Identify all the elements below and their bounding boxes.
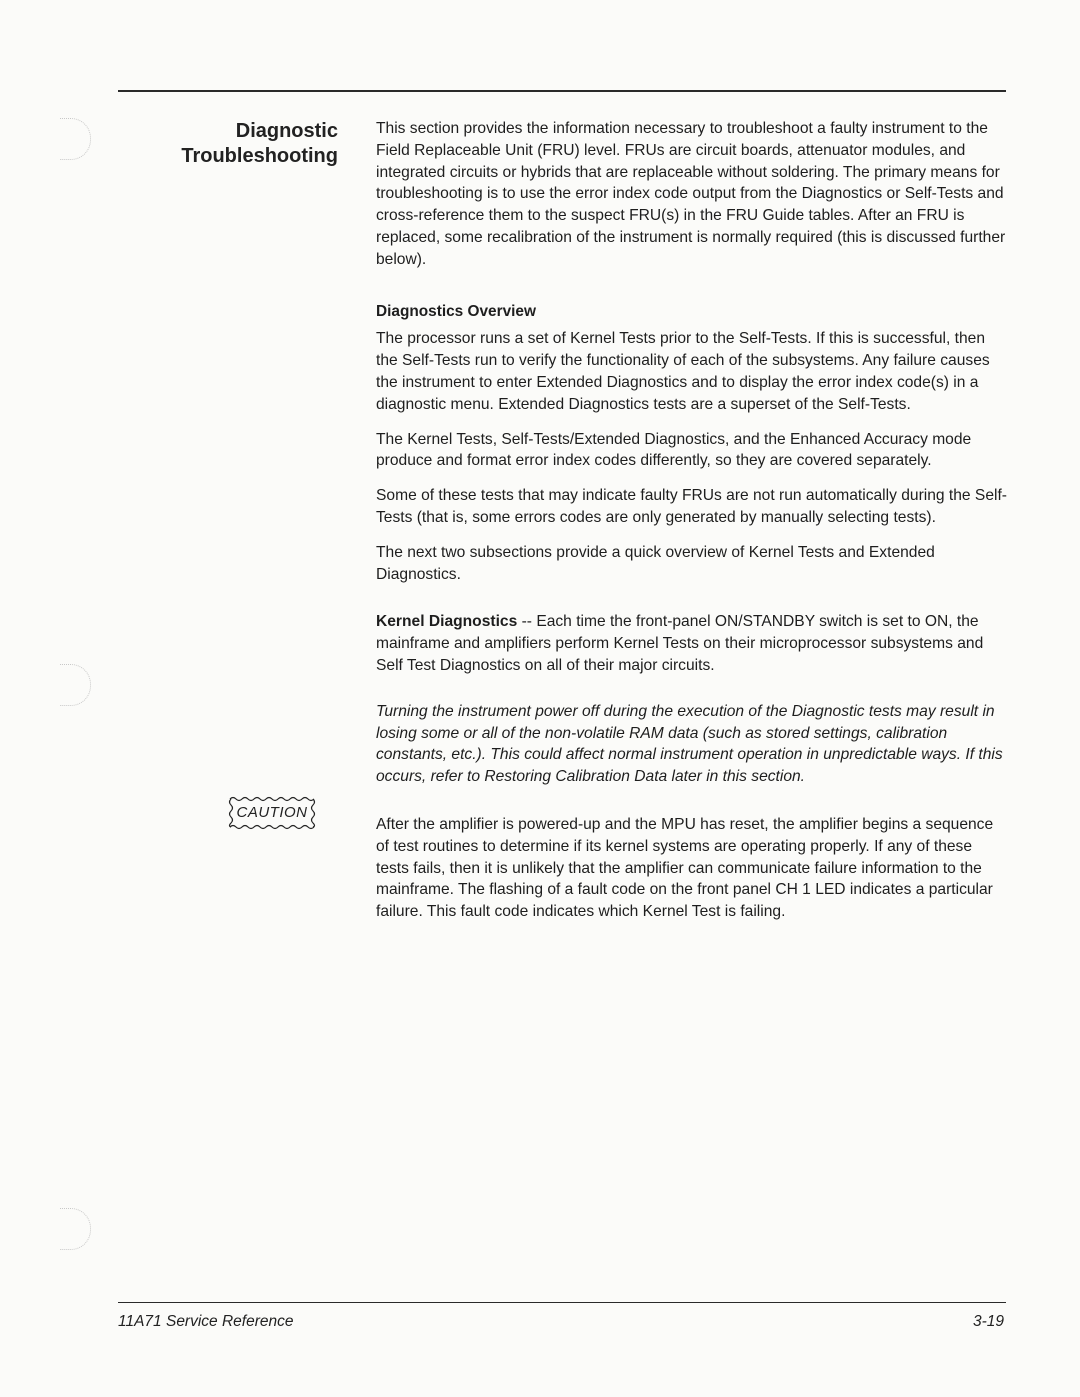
caution-text: Turning the instrument power off during the execution of the Diagnostic tests may result in losing some or all of the non-volatile RAM data (such as stored settings, calibration constants, etc.). This could affect normal instrument operation in unpredictable ways. If this occurs, refer to Restoring Calibration Data later in this section.: [376, 702, 1003, 786]
footer-page-number: 3-19: [972, 1313, 1004, 1330]
subsection-title: Diagnostics Overview: [376, 302, 536, 320]
header-rule: [118, 90, 1006, 92]
section-heading-line2: Troubleshooting: [181, 145, 338, 167]
overview-paragraph: The Kernel Tests, Self-Tests/Extended Diagnostics, and the Enhanced Accuracy mode produce and format error index codes differently, so they are covered separately.: [376, 430, 972, 470]
kernel-dash: --: [517, 613, 537, 631]
caution-badge: [228, 796, 316, 830]
kernel-paragraph: [376, 611, 1008, 676]
intro-paragraph: This section provides the information necessary to troubleshoot a faulty instrument to the Field Replaceable Unit (FRU) level. FRUs are circuit boards, attenuator modules, and integrated circuits or hybrids that are replaceable without soldering. The primary means for troubleshooting is to use the error index code output from the Diagnostics or Self-Tests and cross-reference them to the suspect FRU(s) in the FRU Guide tables. After an FRU is replaced, some recalibration of the instrument is normally required (this is discussed further below).: [376, 120, 1006, 268]
overview-paragraph: The processor runs a set of Kernel Tests prior to the Self-Tests. If this is successful, then the Self-Tests run to verify the functionality of each of the subsystems. Any failure causes the instrument to enter Extended Diagnostics and to display the error index code(s) in a diagnostic menu. Extended Diagnostics tests are a superset of the Self-Tests.: [376, 330, 990, 413]
overview-paragraph: Some of these tests that may indicate faulty FRUs are not run automatically during the Self-Tests (that is, some errors codes are only generated by manually selecting tests).: [376, 487, 1007, 526]
after-paragraph: After the amplifier is powered-up and the MPU has reset, the amplifier begins a sequence of test routines to determine if its kernel systems are operating properly. If any of these tests fails, then it is unlikely that the amplifier can communicate failure information to the mainframe. The flashing of a fault code on the front panel CH 1 LED indicates a particular failure. This fault code indicates which Kernel Test is failing.: [376, 815, 994, 921]
footer-manual-title: 11A71 Service Reference: [118, 1313, 294, 1330]
binder-hole-mark: [60, 118, 91, 160]
overview-paragraph: The next two subsections provide a quick overview of Kernel Tests and Extended Diagnostics.: [376, 543, 935, 583]
kernel-lead: Kernel Diagnostics: [376, 613, 518, 631]
section-heading-line1: Diagnostic: [235, 120, 338, 142]
main-column: [376, 118, 1008, 923]
section-heading: [120, 119, 338, 169]
binder-hole-mark: [60, 1208, 91, 1250]
kernel-text: Each time the front-panel ON/STANDBY switch is set to ON, the mainframe and amplifiers perform Kernel Tests on their microprocessor subsystems and Self Test Diagnostics on all of their major circuits.: [376, 613, 984, 674]
footer-rule: [118, 1302, 1006, 1303]
caution-label: CAUTION: [236, 804, 308, 821]
binder-hole-mark: [60, 664, 91, 706]
